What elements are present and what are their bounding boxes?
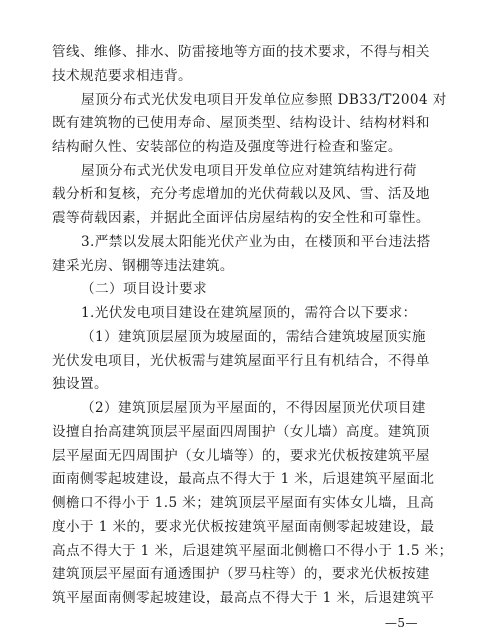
text-line: 管线、维修、排水、防雷接地等方面的技术要求，不得与相关 xyxy=(52,44,430,60)
text-line: 设擅自抬高建筑顶层平屋面四周围护（女儿墙）高度。建筑顶 xyxy=(52,423,430,440)
text-line: 面南侧零起坡建设，最高点不得大于 1 米，后退建筑平屋面北 xyxy=(52,471,435,488)
section-heading: （二）项目设计要求 xyxy=(81,281,207,298)
text-line: 筑平屋面南侧零起坡建设，最高点不得大于 1 米，后退建筑平 xyxy=(52,590,435,606)
page-number: —5— xyxy=(384,616,418,630)
text-line: 结构耐久性、安装部位的构造及强度等进行检查和鉴定。 xyxy=(52,139,402,155)
text-line: 技术规范要求相违背。 xyxy=(52,67,192,84)
text-line: 载分析和复核，充分考虑增加的光伏荷载以及风、雪、活及地 xyxy=(52,186,430,203)
text-line: 屋顶分布式光伏发电项目开发单位应参照 DB33/T2004 对 xyxy=(81,91,447,108)
text-line: 层平屋面无四周围护（女儿墙等）的，要求光伏板按建筑平屋 xyxy=(52,447,430,464)
text-line: 建筑顶层平屋面有通透围护（罗马柱等）的，要求光伏板按建 xyxy=(52,566,430,583)
text-line: 度小于 1 米的，要求光伏板按建筑平屋面南侧零起坡建设，最 xyxy=(52,518,435,535)
text-line: 建采光房、钢棚等违法建筑。 xyxy=(52,257,234,274)
text-line: 1.光伏发电项目建设在建筑屋顶的，需符合以下要求： xyxy=(81,305,417,322)
text-line: 既有建筑物的已使用寿命、屋顶类型、结构设计、结构材料和 xyxy=(52,115,430,132)
text-line: （2）建筑顶层屋顶为平屋面的，不得因屋顶光伏项目建 xyxy=(81,400,426,417)
text-line: （1）建筑顶层屋顶为坡屋面的，需结合建筑坡屋顶实施 xyxy=(81,328,426,345)
text-line: 高点不得大于 1 米，后退建筑平屋面北侧檐口不得小于 1.5 米； xyxy=(52,542,453,559)
text-line: 3.严禁以发展太阳能光伏产业为由，在楼顶和平台违法搭 xyxy=(81,233,431,250)
text-line: 侧檐口不得小于 1.5 米；建筑顶层平屋面有实体女儿墙，且高 xyxy=(52,495,435,511)
text-line: 屋顶分布式光伏发电项目开发单位应对建筑结构进行荷 xyxy=(81,162,417,179)
text-line: 光伏发电项目，光伏板需与建筑屋面平行且有机结合，不得单 xyxy=(52,352,430,369)
text-line: 独设置。 xyxy=(52,376,108,393)
text-line: 震等荷载因素，并据此全面评估房屋结构的安全性和可靠性。 xyxy=(52,210,430,227)
